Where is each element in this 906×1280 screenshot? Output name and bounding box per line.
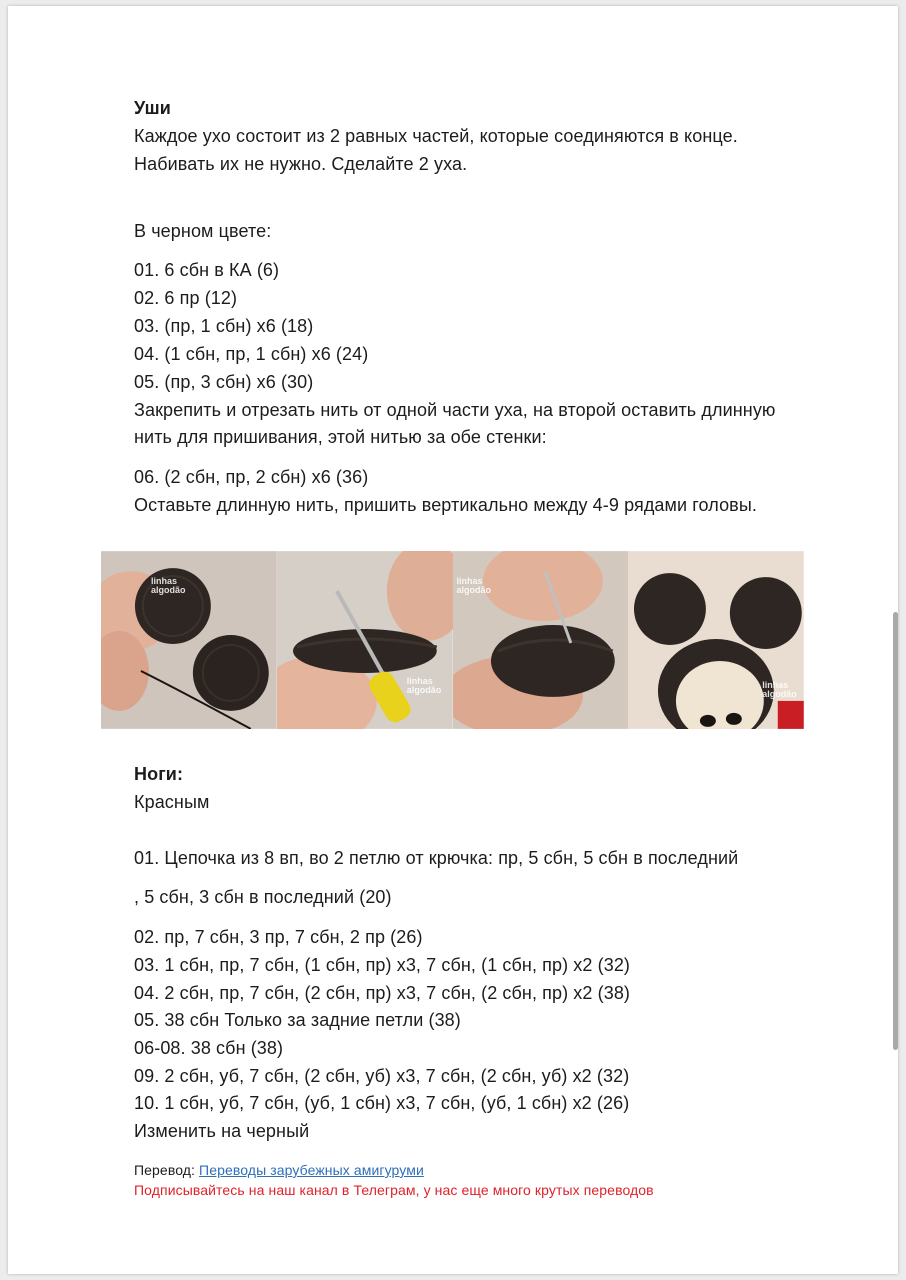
legs-row-continuation: , 5 сбн, 3 сбн в последний (20) bbox=[134, 887, 392, 907]
photo-watermark: linhas algodão bbox=[456, 576, 492, 595]
legs-row: 05. 38 сбн Только за задние петли (38) bbox=[134, 1010, 461, 1030]
legs-color-note: Красным bbox=[134, 792, 210, 812]
photo-watermark: linhas algodão bbox=[762, 680, 797, 699]
vertical-scrollbar[interactable] bbox=[893, 612, 898, 1050]
legs-row: 09. 2 сбн, уб, 7 сбн, (2 сбн, уб) х3, 7 сбн, (2 сбн, уб) х2 (32) bbox=[134, 1066, 630, 1086]
ears-description-line-2: Набивать их не нужно. Сделайте 2 уха. bbox=[134, 154, 468, 174]
ears-row: 01. 6 сбн в КА (6) bbox=[134, 260, 280, 280]
ears-row: 05. (пр, 3 сбн) х6 (30) bbox=[134, 372, 314, 392]
ears-row: 06. (2 сбн, пр, 2 сбн) х6 (36) bbox=[134, 467, 369, 487]
photo-mickey-head bbox=[628, 551, 804, 729]
photo-ear-pieces bbox=[101, 551, 277, 729]
telegram-promo: Подписывайтесь на наш канал в Телеграм, у нас еще много крутых переводов bbox=[134, 1182, 654, 1198]
ear-pieces-image bbox=[101, 551, 277, 729]
legs-row: 06-08. 38 сбн (38) bbox=[134, 1038, 284, 1058]
section-title-legs: Ноги: bbox=[134, 764, 184, 784]
ears-description-line-1: Каждое ухо состоит из 2 равных частей, которые соединяются в конце. bbox=[134, 126, 738, 146]
legs-row: 10. 1 сбн, уб, 7 сбн, (уб, 1 сбн) х3, 7 сбн, (уб, 1 сбн) х2 (26) bbox=[134, 1093, 630, 1113]
photo-watermark: linhas algodão bbox=[151, 576, 186, 595]
ears-row: 03. (пр, 1 сбн) х6 (18) bbox=[134, 316, 314, 336]
joining-pieces-image bbox=[277, 551, 453, 729]
legs-row: 02. пр, 7 сбн, 3 пр, 7 сбн, 2 пр (26) bbox=[134, 927, 423, 947]
ears-instruction-line-1: Закрепить и отрезать нить от одной части уха, на второй оставить длинную bbox=[134, 400, 776, 420]
legs-row: 04. 2 сбн, пр, 7 сбн, (2 сбн, пр) х3, 7 сбн, (2 сбн, пр) х2 (38) bbox=[134, 983, 631, 1003]
legs-change-color: Изменить на черный bbox=[134, 1121, 310, 1141]
ears-photo-strip bbox=[101, 551, 804, 729]
photo-crocheting-edge bbox=[453, 551, 629, 729]
ears-row: 04. (1 сбн, пр, 1 сбн) х6 (24) bbox=[134, 344, 369, 364]
ears-color-note: В черном цвете: bbox=[134, 221, 272, 241]
mickey-head-image bbox=[628, 551, 804, 729]
translation-credit bbox=[134, 1161, 424, 1179]
ears-final-instruction: Оставьте длинную нить, пришить вертикально между 4-9 рядами головы. bbox=[134, 495, 757, 515]
translation-link[interactable]: Переводы зарубежных амигуруми bbox=[199, 1162, 424, 1178]
photo-joining-pieces bbox=[277, 551, 453, 729]
photo-watermark: linhas algodão bbox=[406, 676, 442, 695]
ears-row: 02. 6 пр (12) bbox=[134, 288, 238, 308]
translation-label: Перевод: bbox=[134, 1162, 200, 1178]
ears-instruction-line-2: нить для пришивания, этой нитью за обе стенки: bbox=[134, 427, 547, 447]
legs-row: 03. 1 сбн, пр, 7 сбн, (1 сбн, пр) х3, 7 сбн, (1 сбн, пр) х2 (32) bbox=[134, 955, 631, 975]
legs-row: 01. Цепочка из 8 вп, во 2 петлю от крючка: пр, 5 сбн, 5 сбн в последний bbox=[134, 848, 739, 868]
section-title-ears: Уши bbox=[134, 98, 171, 118]
